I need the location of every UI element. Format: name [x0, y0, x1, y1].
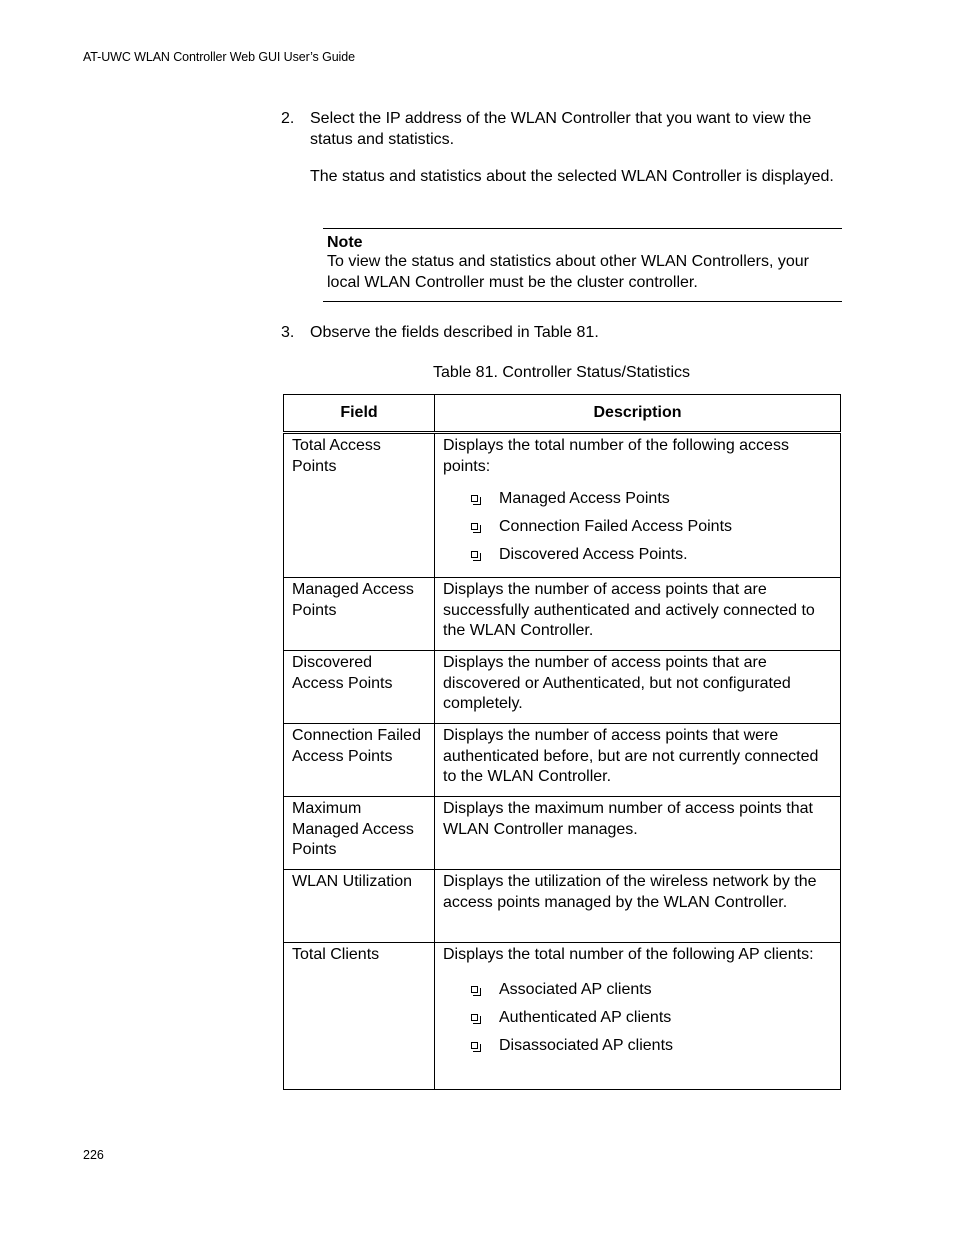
field-cell: Discovered Access Points	[284, 651, 435, 724]
header-description: Description	[435, 395, 841, 433]
status-table	[283, 394, 841, 1090]
description-cell	[435, 433, 841, 578]
checkbox-bullet-icon	[471, 1042, 478, 1049]
list-item	[471, 541, 832, 569]
table-caption: Table 81. Controller Status/Statistics	[432, 364, 690, 381]
table-row	[284, 433, 841, 578]
note-box	[323, 228, 842, 302]
checkbox-bullet-icon	[471, 495, 478, 502]
checkbox-bullet-icon	[471, 551, 478, 558]
list-item	[471, 513, 832, 541]
description-text: Displays the total number of the following AP clients:	[443, 946, 814, 963]
field-cell: Maximum Managed Access Points	[284, 797, 435, 870]
description-cell: Displays the utilization of the wireless network by the access points managed by the WLAN Controller.	[435, 870, 841, 943]
list-item-text: Associated AP clients	[499, 980, 652, 998]
list-item	[471, 976, 832, 1004]
list-item-text: Discovered Access Points.	[499, 546, 688, 563]
result-paragraph: The status and statistics about the selected WLAN Controller is displayed.	[310, 168, 834, 185]
description-cell: Displays the number of access points that are discovered or Authenticated, but not configurated completely.	[435, 651, 841, 724]
field-cell: WLAN Utilization	[284, 870, 435, 943]
page-number: 226	[83, 1148, 104, 1162]
list-item-text: Managed Access Points	[499, 490, 670, 507]
field-cell: Managed Access Points	[284, 578, 435, 651]
step-number: 2.	[281, 110, 295, 127]
description-cell: Displays the maximum number of access points that WLAN Controller manages.	[435, 797, 841, 870]
field-cell: Connection Failed Access Points	[284, 724, 435, 797]
table-row	[284, 797, 841, 870]
bullet-list	[443, 485, 832, 569]
table-row	[284, 724, 841, 797]
checkbox-bullet-icon	[471, 986, 478, 993]
list-item	[471, 1032, 832, 1060]
header-field: Field	[284, 395, 435, 433]
checkbox-bullet-icon	[471, 523, 478, 530]
list-item-text: Disassociated AP clients	[499, 1036, 674, 1054]
list-item-text: Authenticated AP clients	[499, 1008, 672, 1026]
step-2	[281, 108, 843, 150]
running-header: AT-UWC WLAN Controller Web GUI User’s Guide	[83, 50, 355, 64]
list-item-text: Connection Failed Access Points	[499, 518, 733, 535]
field-cell: Total Clients	[284, 943, 435, 1090]
list-item	[471, 485, 832, 513]
checkbox-bullet-icon	[471, 1014, 478, 1021]
description-cell: Displays the number of access points that are successfully authenticated and actively connected to the WLAN Controller.	[435, 578, 841, 651]
step-text: Observe the fields described in Table 81.	[310, 324, 599, 341]
note-body: To view the status and statistics about other WLAN Controllers, your local WLAN Controller must be the cluster controller.	[327, 253, 809, 291]
table-row	[284, 651, 841, 724]
note-title: Note	[327, 234, 363, 251]
step-text: Select the IP address of the WLAN Controller that you want to view the status and statistics.	[310, 110, 812, 148]
description-text: Displays the total number of the following access points:	[443, 437, 789, 475]
list-item	[471, 1004, 832, 1032]
table-row	[284, 943, 841, 1090]
table-header-row	[284, 395, 841, 433]
step-number: 3.	[281, 324, 295, 341]
table-row	[284, 578, 841, 651]
description-cell	[435, 943, 841, 1090]
description-cell: Displays the number of access points that were authenticated before, but are not currently connected to the WLAN Controller.	[435, 724, 841, 797]
table-row	[284, 870, 841, 943]
field-cell: Total Access Points	[284, 433, 435, 578]
step-3	[281, 322, 843, 343]
bullet-list	[443, 976, 832, 1060]
